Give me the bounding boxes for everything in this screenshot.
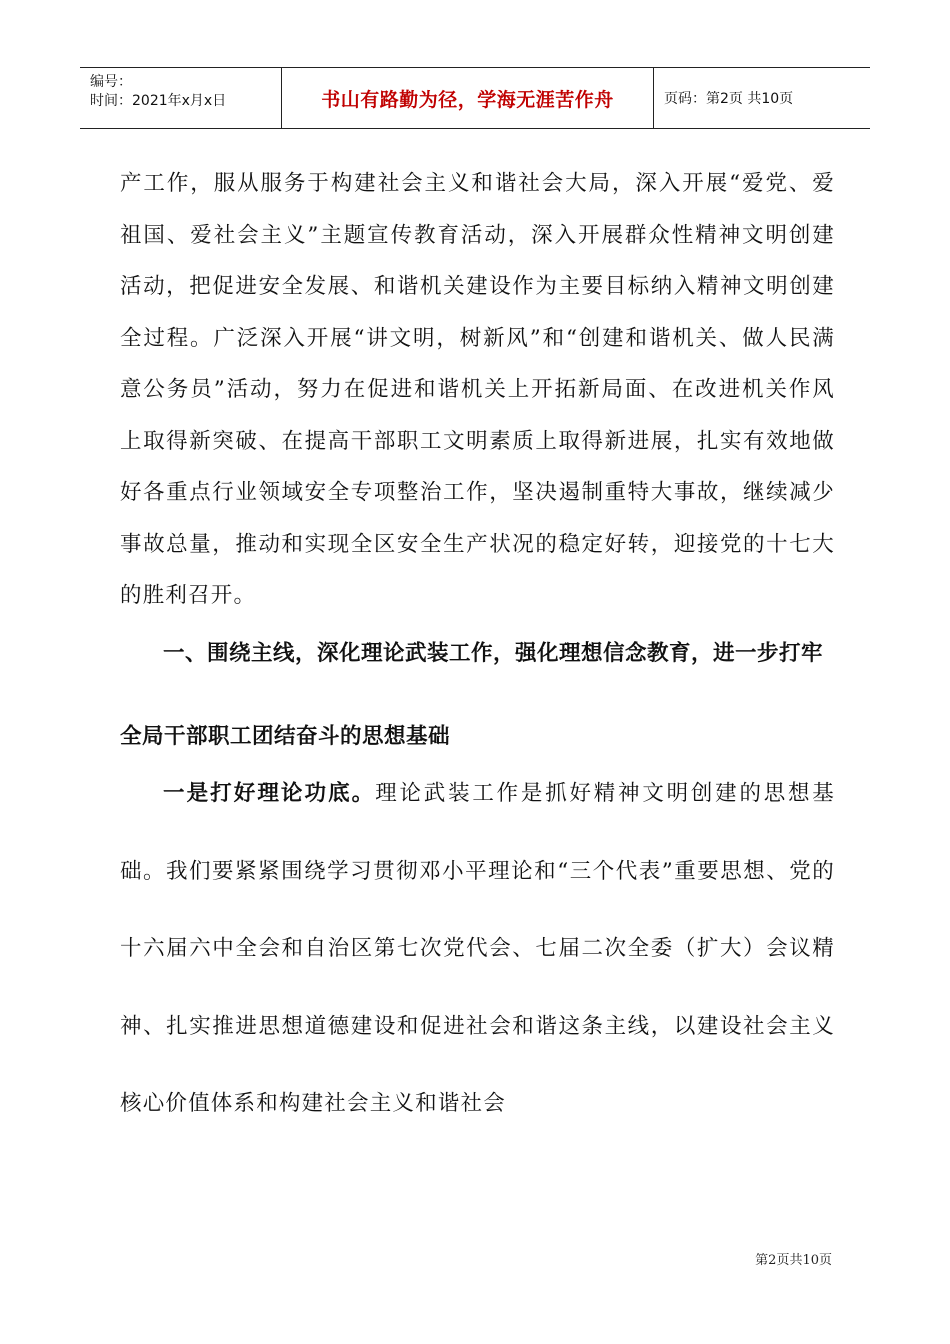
paragraph-text: 理论武装工作是抓好精神文明创建的思想基础。我们要紧紧围绕学习贯彻邓小平理论和“三个代表”重要思想、党的十六届六中全会和自治区第七次党代会、七届二次全委（扩大）会议精神、扎实推进思想道德建设和促进社会和谐这条主线，以建设社会主义核心价值体系和构建社会主义和谐社会 — [120, 781, 835, 1116]
document-time-label: 时间：2021年x月x日 — [90, 93, 227, 109]
header-page-info: 页码：第2页 共10页 — [664, 91, 794, 107]
paragraph-lead: 一是打好理论功底。 — [163, 781, 376, 806]
body-paragraph-2 — [120, 755, 835, 1143]
section-heading: 一、围绕主线，深化理论武装工作，强化理想信念教育，进一步打牢全局干部职工团结奋斗的思想基础 — [120, 641, 824, 749]
document-number-label: 编号： — [90, 74, 132, 90]
header-motto: 书山有路勤为径，学海无涯苦作舟 — [281, 68, 654, 128]
header-meta — [80, 68, 281, 128]
body-paragraph: 产工作，服从服务于构建社会主义和谐社会大局，深入开展“爱党、爱祖国、爱社会主义”主题宣传教育活动，深入开展群众性精神文明创建活动，把促进安全发展、和谐机关建设作为主要目标纳入精神文明创建全过程。广泛深入开展“讲文明，树新风”和“创建和谐机关、做人民满意公务员”活动，努力在促进和谐机关上开拓新局面、在改进机关作风上取得新突破、在提高干部职工文明素质上取得新进展，扎实有效地做好各重点行业领域安全专项整治工作，坚决遏制重特大事故，继续减少事故总量，推动和实现全区安全生产状况的稳定好转，迎接党的十七大的胜利召开。 — [120, 171, 835, 608]
page-header — [80, 67, 870, 129]
footer-page-number: 第2页共10页 — [755, 1253, 832, 1268]
